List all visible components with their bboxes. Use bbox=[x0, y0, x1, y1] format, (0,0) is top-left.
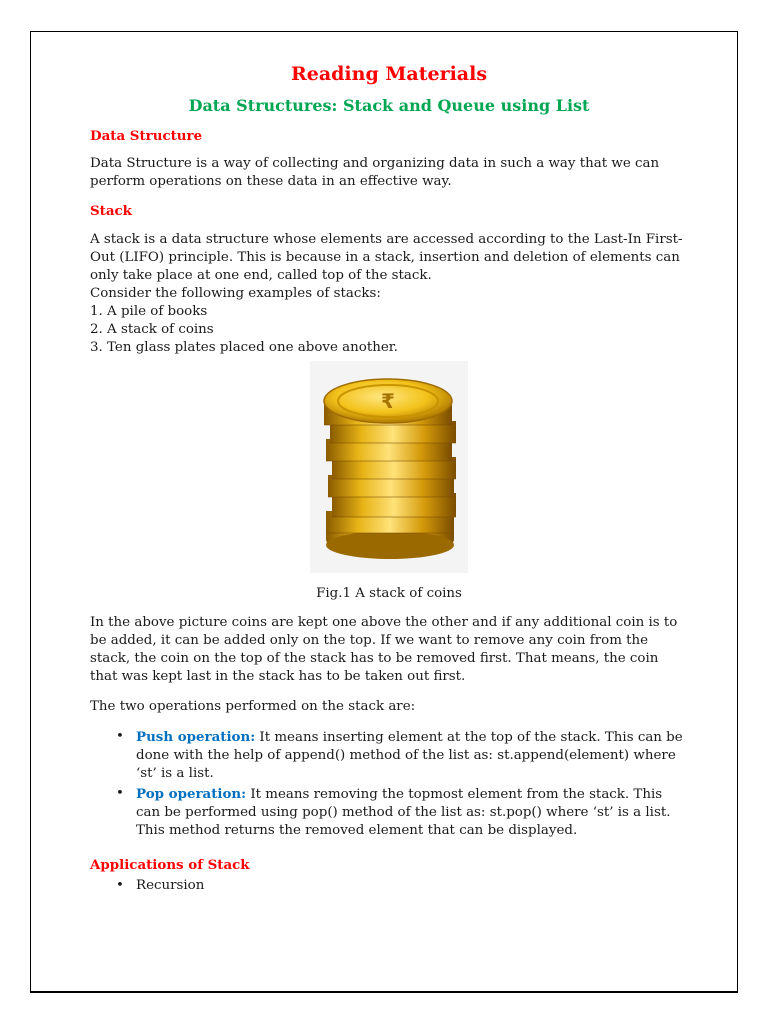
stack-example: 3. Ten glass plates placed one above another. bbox=[90, 340, 398, 355]
page-title: Reading Materials bbox=[290, 63, 488, 85]
pop-description: It means removing the topmost element from the stack. This can be performed using pop() method of the list as: st.pop() where ‘st’ is a list. This method returns the removed element that can be displayed. bbox=[136, 787, 671, 838]
page-subtitle: Data Structures: Stack and Queue using List bbox=[188, 96, 590, 115]
stack-example: 1. A pile of books bbox=[90, 304, 208, 319]
list-item bbox=[136, 728, 688, 783]
paragraph-ops-intro: The two operations performed on the stack are: bbox=[90, 699, 416, 714]
stack-example: 2. A stack of coins bbox=[90, 322, 214, 337]
heading-data-structure: Data Structure bbox=[90, 128, 203, 144]
document-content bbox=[90, 62, 688, 895]
applications-list bbox=[90, 877, 688, 895]
push-description: It means inserting element at the top of the stack. This can be done with the help of append() method of the list as: st.append(element) where ‘st’ is a list. bbox=[136, 730, 683, 781]
pop-term: Pop operation: bbox=[136, 786, 247, 802]
page-border bbox=[30, 31, 738, 993]
coin-stack-image bbox=[310, 361, 468, 573]
rupee-symbol: ₹ bbox=[381, 389, 395, 413]
list-item bbox=[136, 785, 688, 840]
stack-description bbox=[90, 231, 688, 357]
operations-list bbox=[90, 728, 688, 840]
heading-stack: Stack bbox=[90, 203, 132, 219]
push-term: Push operation: bbox=[136, 729, 256, 745]
figure-caption: Fig.1 A stack of coins bbox=[316, 586, 462, 601]
figure-coins bbox=[90, 361, 688, 603]
coin-stack-illustration bbox=[310, 361, 468, 573]
stack-examples-intro: Consider the following examples of stacks: bbox=[90, 286, 381, 301]
paragraph-coins: In the above picture coins are kept one above the other and if any additional coin is to be added, it can be added only on the top. If we want to remove any coin from the stack, the coin on the top of the stack has to be removed first. That means, the coin that was kept last in the stack has to be taken out first. bbox=[90, 615, 678, 684]
paragraph-data-structure: Data Structure is a way of collecting and organizing data in such a way that we can perform operations on these data in an effective way. bbox=[90, 156, 660, 189]
list-item: • Recursion bbox=[136, 877, 688, 895]
heading-applications: Applications of Stack bbox=[90, 857, 250, 873]
stack-definition: A stack is a data structure whose elements are accessed according to the Last-In First-Out (LIFO) principle. This is because in a stack, insertion and deletion of elements can only take place at one end, called top of the stack. bbox=[90, 232, 683, 283]
coin-layers bbox=[324, 379, 456, 559]
